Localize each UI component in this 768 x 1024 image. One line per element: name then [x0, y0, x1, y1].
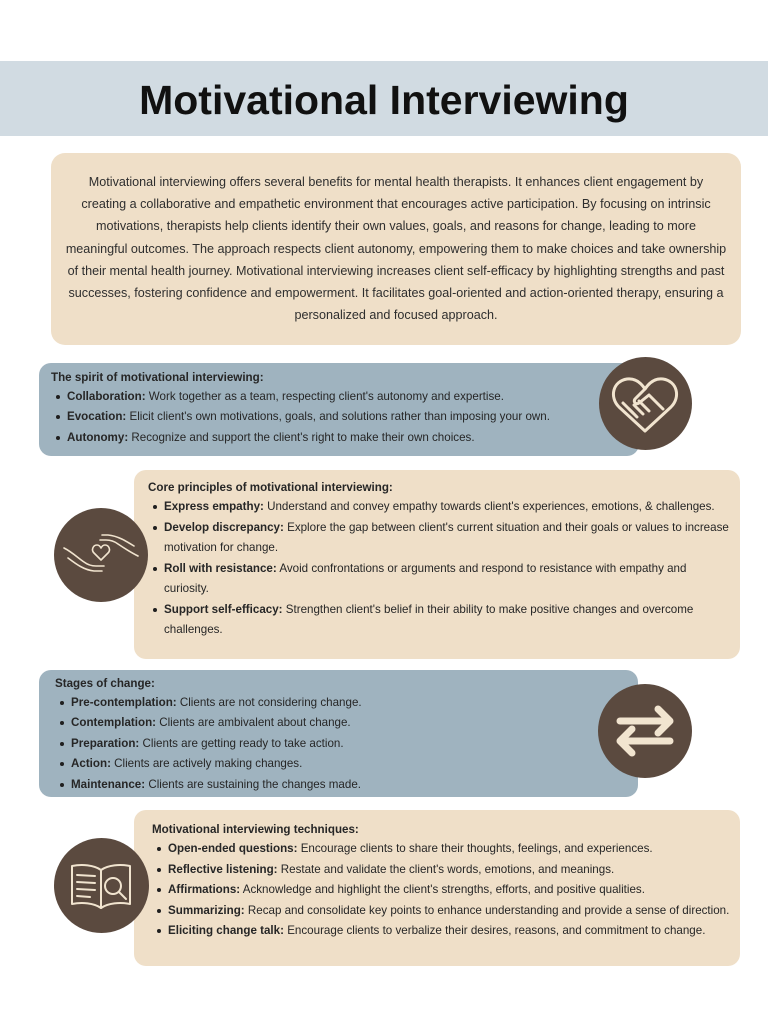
list-item-term: Reflective listening: — [168, 862, 278, 876]
list-item-text: Explore the gap between client's current situation and their goals or values to increase motivation for change. — [164, 520, 729, 554]
list-item-text: Encourage clients to verbalize their desires, reasons, and commitment to change. — [283, 924, 706, 937]
list-item-text: Clients are sustaining the changes made. — [145, 777, 361, 791]
list-item-text: Encourage clients to share their thoughts, feelings, and experiences. — [297, 842, 653, 855]
list-item-term: Open-ended questions: — [168, 842, 298, 855]
list-item — [164, 497, 730, 518]
list-item-term: Affirmations: — [168, 883, 241, 896]
list-item — [168, 901, 732, 922]
list-item — [164, 518, 730, 559]
list-item — [71, 713, 626, 733]
list-item — [164, 559, 730, 600]
list-item-text: Recap and consolidate key points to enhance understanding and provide a sense of direction. — [244, 903, 730, 917]
list-item-text: Strengthen client's belief in their ability to make positive changes and overcome challenges. — [164, 602, 694, 636]
list-item-term: Eliciting change talk: — [168, 924, 284, 937]
list-item — [168, 921, 732, 942]
list-item-text: Work together as a team, respecting client's autonomy and expertise. — [145, 390, 504, 403]
stages-card — [39, 670, 638, 797]
core-list — [148, 497, 730, 641]
spirit-list — [51, 387, 627, 448]
techniques-heading: Motivational interviewing techniques: — [152, 823, 359, 836]
handshake-heart-icon — [599, 357, 692, 450]
list-item — [71, 693, 626, 713]
list-item-term: Evocation: — [67, 410, 127, 424]
list-item — [168, 880, 732, 901]
list-item-term: Roll with resistance: — [164, 561, 277, 575]
list-item — [71, 775, 626, 795]
spirit-card — [39, 363, 639, 456]
list-item-term: Action: — [71, 757, 111, 771]
list-item-term: Collaboration: — [67, 390, 146, 403]
list-item-term: Pre-contemplation: — [71, 696, 177, 709]
intro-paragraph: Motivational interviewing offers several benefits for mental health therapists. It enhances client engagement by creating a collaborative and empathetic environment that encourages active participation. By focusing on intrinsic motivations, therapists help clients identify their own values, goals, and reasons for change, leading to more meaningful outcomes. The approach respects client autonomy, empowering them to make choices and take ownership of their mental health journey. Motivational interviewing increases client self-efficacy by highlighting strengths and past successes, fostering confidence and empowerment. It facilitates goal-oriented and action-oriented therapy, ensuring a personalized and focused approach. — [51, 153, 741, 345]
stages-heading: Stages of change: — [55, 677, 155, 690]
list-item-text: Elicit client's own motivations, goals, and solutions rather than imposing your own. — [126, 410, 550, 424]
techniques-card — [134, 810, 740, 966]
list-item — [168, 860, 732, 881]
list-item-term: Contemplation: — [71, 716, 157, 730]
open-book-search-icon — [54, 838, 149, 933]
list-item-text: Clients are actively making changes. — [110, 757, 303, 771]
list-item-text: Recognize and support the client's right to make their own choices. — [128, 430, 475, 444]
list-item — [71, 734, 626, 754]
list-item — [67, 387, 627, 407]
list-item-text: Understand and convey empathy towards client's experiences, emotions, & challenges. — [263, 500, 715, 513]
exchange-arrows-icon — [598, 684, 692, 778]
stages-list — [55, 693, 626, 795]
list-item-text: Clients are getting ready to take action. — [139, 736, 344, 750]
hands-heart-icon — [54, 508, 148, 602]
list-item — [168, 839, 732, 860]
list-item — [71, 754, 626, 774]
list-item — [67, 428, 627, 448]
list-item-term: Preparation: — [71, 736, 140, 750]
list-item-term: Autonomy: — [67, 430, 129, 444]
list-item-term: Express empathy: — [164, 500, 264, 513]
techniques-list — [152, 839, 732, 942]
list-item-text: Clients are not considering change. — [176, 696, 362, 709]
list-item — [67, 407, 627, 427]
list-item-term: Develop discrepancy: — [164, 520, 284, 534]
list-item — [164, 600, 730, 641]
page-title: Motivational Interviewing — [139, 77, 629, 123]
list-item-term: Summarizing: — [168, 903, 245, 917]
list-item-text: Restate and validate the client's words, emotions, and meanings. — [277, 862, 615, 876]
core-heading: Core principles of motivational interviewing: — [148, 481, 393, 494]
list-item-text: Acknowledge and highlight the client's strengths, efforts, and positive qualities. — [240, 883, 645, 896]
list-item-term: Maintenance: — [71, 777, 146, 791]
list-item-text: Clients are ambivalent about change. — [156, 716, 351, 730]
list-item-term: Support self-efficacy: — [164, 602, 283, 616]
spirit-heading: The spirit of motivational interviewing: — [51, 371, 264, 384]
list-item-text: Avoid confrontations or arguments and respond to resistance with empathy and curiosity. — [164, 561, 687, 595]
core-principles-card — [134, 470, 740, 659]
